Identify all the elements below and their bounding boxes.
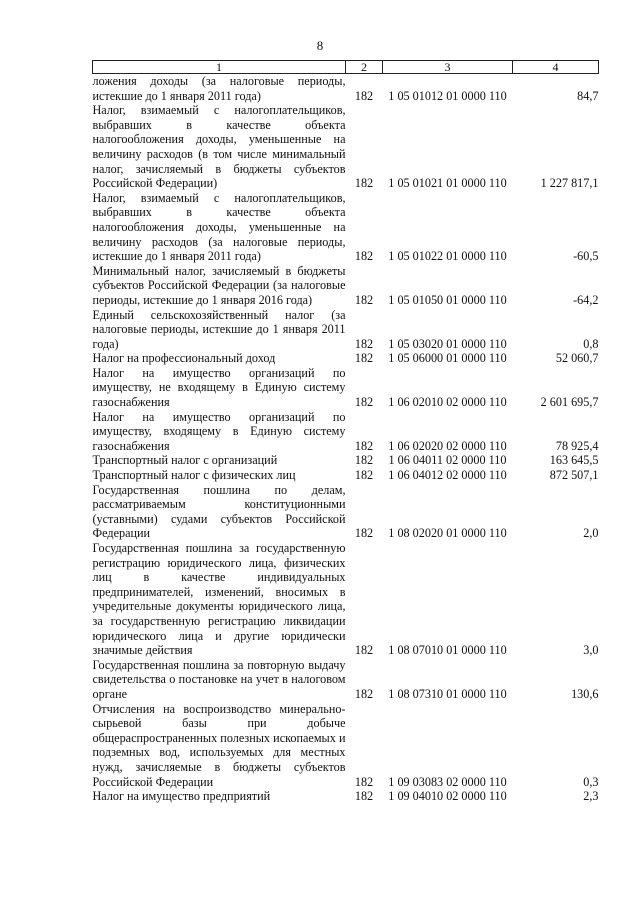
row-name: Государственная пошлина за государственную регистрацию юридического лица, физических лиц в качестве индивидуальных предпринимателей, изменений, вносимых в учредительные документы юридического лица, за государственную регистрацию ликвидации юридического лица и другие юридически значимые действия xyxy=(92,541,346,658)
row-budget-code: 1 08 07310 01 0000 110 xyxy=(388,686,507,701)
row-name: Налог на профессиональный доход xyxy=(92,351,276,366)
row-amount: 130,6 xyxy=(571,686,599,701)
row-admin-code: 182 xyxy=(354,395,374,410)
table-row xyxy=(93,191,599,264)
row-budget-code: 1 06 04011 02 0000 110 xyxy=(388,453,507,468)
row-budget-code: 1 06 02010 02 0000 110 xyxy=(388,395,507,410)
row-amount: 163 645,5 xyxy=(549,453,599,468)
row-name: Налог на имущество организаций по имуществу, не входящему в Единую систему газоснабжения xyxy=(92,365,346,410)
table-header xyxy=(93,61,599,74)
row-amount: 2 601 695,7 xyxy=(540,395,599,410)
row-admin-code: 182 xyxy=(354,336,374,351)
table-row xyxy=(93,351,599,366)
row-budget-code: 1 05 01022 01 0000 110 xyxy=(388,249,507,264)
table-row xyxy=(93,308,599,352)
page-number: 8 xyxy=(316,38,324,53)
row-amount: 84,7 xyxy=(577,88,599,103)
header-col-3: 3 xyxy=(383,61,513,74)
row-amount: 52 060,7 xyxy=(555,351,599,366)
row-name: Государственная пошлина по делам, рассматриваемым конституционными (уставными) судами субъектов Российской Федерации xyxy=(92,482,346,541)
table-row xyxy=(93,103,599,191)
row-name: Единый сельскохозяйственный налог (за налоговые периоды, истекшие до 1 января 2011 года) xyxy=(92,307,346,351)
row-admin-code: 182 xyxy=(354,526,374,541)
row-admin-code: 182 xyxy=(354,686,374,701)
table-body xyxy=(93,74,599,804)
row-admin-code: 182 xyxy=(354,453,374,468)
header-col-2: 2 xyxy=(346,61,383,74)
header-col-4: 4 xyxy=(513,61,599,74)
row-budget-code: 1 05 06000 01 0000 110 xyxy=(388,351,507,366)
table-row xyxy=(93,658,599,702)
row-name: Транспортный налог с организаций xyxy=(92,453,278,468)
table-row xyxy=(93,264,599,308)
row-budget-code: 1 08 02020 01 0000 110 xyxy=(388,526,507,541)
revenue-table xyxy=(92,60,599,804)
table-row xyxy=(93,410,599,454)
row-name: Налог, взимаемый с налогоплательщиков, выбравших в качестве объекта налогообложения доходы, уменьшенные на величину расходов (в том числе минимальный налог, зачисляемый в бюджеты субъектов Российской Федерации) xyxy=(92,103,346,191)
row-budget-code: 1 05 01021 01 0000 110 xyxy=(388,176,507,191)
row-amount: 2,3 xyxy=(583,789,599,804)
row-admin-code: 182 xyxy=(354,774,374,789)
row-admin-code: 182 xyxy=(354,176,374,191)
row-admin-code: 182 xyxy=(354,468,374,483)
row-amount: -60,5 xyxy=(573,249,599,264)
row-name: Налог на имущество организаций по имуществу, входящему в Единую систему газоснабжения xyxy=(92,409,346,453)
row-admin-code: 182 xyxy=(354,438,374,453)
row-budget-code: 1 05 03020 01 0000 110 xyxy=(388,336,507,351)
row-budget-code: 1 06 04012 02 0000 110 xyxy=(388,468,507,483)
row-budget-code: 1 09 03083 02 0000 110 xyxy=(388,774,507,789)
row-name: Минимальный налог, зачисляемый в бюджеты субъектов Российской Федерации (за налоговые периоды, истекшие до 1 января 2016 года) xyxy=(92,263,346,307)
row-budget-code: 1 06 02020 02 0000 110 xyxy=(388,438,507,453)
table-row xyxy=(93,366,599,410)
table-row xyxy=(93,483,599,541)
row-admin-code: 182 xyxy=(354,292,374,307)
table-row xyxy=(93,789,599,804)
row-name: ложения доходы (за налоговые периоды, истекшие до 1 января 2011 года) xyxy=(92,74,346,103)
row-amount: 0,8 xyxy=(583,336,599,351)
row-name: Государственная пошлина за повторную выдачу свидетельства о постановке на учет в налоговом органе xyxy=(92,657,346,701)
row-amount: -64,2 xyxy=(573,292,599,307)
row-budget-code: 1 08 07010 01 0000 110 xyxy=(388,643,507,658)
table-row xyxy=(93,453,599,468)
row-name: Налог на имущество предприятий xyxy=(92,789,271,804)
row-budget-code: 1 05 01012 01 0000 110 xyxy=(388,88,507,103)
table-row xyxy=(93,541,599,658)
row-admin-code: 182 xyxy=(354,88,374,103)
row-amount: 3,0 xyxy=(583,643,599,658)
row-budget-code: 1 09 04010 02 0000 110 xyxy=(388,789,507,804)
row-amount: 1 227 817,1 xyxy=(540,176,599,191)
header-col-1: 1 xyxy=(93,61,346,74)
row-admin-code: 182 xyxy=(354,789,374,804)
table-row xyxy=(93,468,599,483)
row-name: Налог, взимаемый с налогоплательщиков, выбравших в качестве объекта налогообложения доходы, уменьшенные на величину расходов (за налоговые периоды, истекшие до 1 января 2011 года) xyxy=(92,190,346,264)
row-name: Транспортный налог с физических лиц xyxy=(92,468,296,483)
row-amount: 2,0 xyxy=(583,526,599,541)
row-admin-code: 182 xyxy=(354,643,374,658)
row-amount: 78 925,4 xyxy=(555,438,599,453)
table-row xyxy=(93,74,599,104)
row-admin-code: 182 xyxy=(354,249,374,264)
row-amount: 0,3 xyxy=(583,774,599,789)
row-budget-code: 1 05 01050 01 0000 110 xyxy=(388,292,507,307)
row-amount: 872 507,1 xyxy=(549,468,599,483)
row-name: Отчисления на воспроизводство минерально-сырьевой базы при добыче общераспространенных полезных ископаемых и подземных вод, используемых для местных нужд, зачисляемые в бюджеты субъектов Российской Федерации xyxy=(92,701,346,789)
table-row xyxy=(93,702,599,790)
header-row xyxy=(93,61,599,74)
row-admin-code: 182 xyxy=(354,351,374,366)
